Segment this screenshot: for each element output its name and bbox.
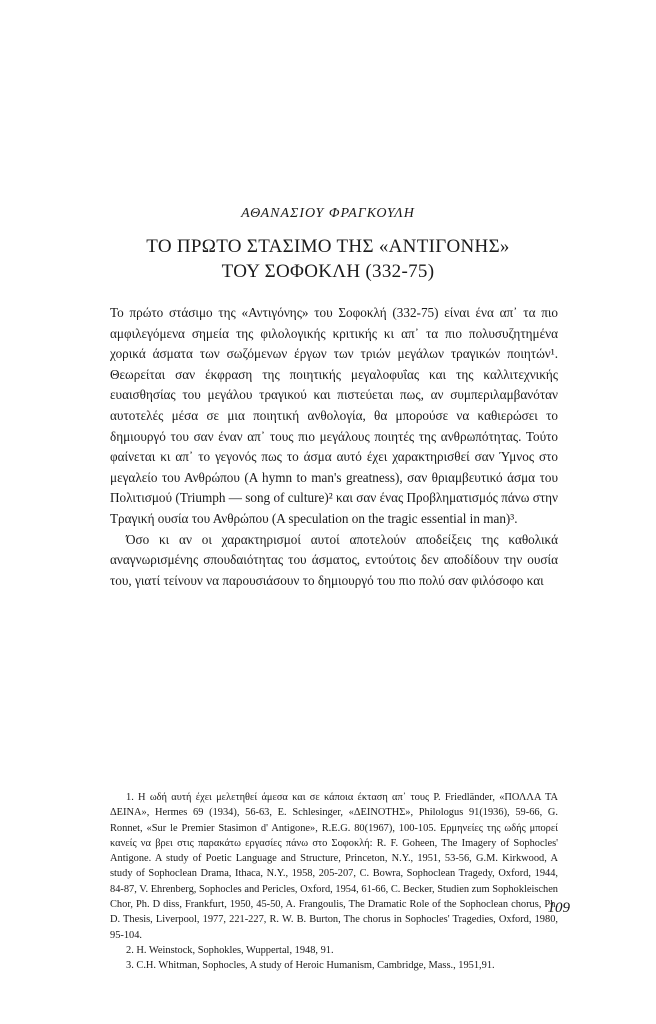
- body-text: [110, 303, 558, 591]
- footnotes: [110, 790, 558, 974]
- page-number: 109: [547, 900, 570, 916]
- footnote-2: 2. H. Weinstock, Sophokles, Wuppertal, 1948, 91.: [126, 944, 334, 956]
- article-title: [0, 234, 656, 284]
- author-name: ΑΘΑΝΑΣΙΟΥ ΦΡΑΓΚΟΥΛΗ: [241, 206, 415, 221]
- title-line-2: ΤΟΥ ΣΟΦΟΚΛΗ (332-75): [221, 261, 435, 282]
- footnote-1: 1. Η ωδή αυτή έχει μελετηθεί άμεσα και σε κάποια έκταση απ᾿ τους P. Friedländer, «ΠΟΛΛΑ ΤΑ ΔΕΙΝΑ», Hermes 69 (1934), 56-63, E. Schlesinger, «ΔΕΙΝΟΤΗΣ», Philologus 91(1936), 59-66, G. Ronnet, «Sur le Premier Stasimon d' Antigone», R.E.G. 80(1967), 100-105. Ερμηνείες της ωδής μπορεί κανείς να βρει στις παρακάτω εργασίες πάνω στο Σοφοκλή: R. F. Goheen, The Imagery of Sophocles' Antigone. A study of Poetic Language and Structure, Princeton, N.Y., 1951, 53-56, G.M. Kirkwood, A study of Sophoclean Drama, Ithaca, N.Y., 1958, 205-207, C. Bowra, Sophoclean Tragedy, Oxford, 1944, 84-87, V. Ehrenberg, Sophocles and Pericles, Oxford, 1954, 61-66, C. Becker, Studien zum Sophokleischen Chor, Ph. D diss, Frankfurt, 1950, 45-50, A. Frangoulis, The Dramatic Role of the Sophoclean chorus, Ph. D. Thesis, Liverpool, 1977, 221-227, R. W. B. Burton, The chorus in Sophocles' Tragedies, Oxford, 1980, 95-104.: [110, 792, 558, 941]
- body-paragraph-2: Όσο κι αν οι χαρακτηρισμοί αυτοί αποτελούν αποδείξεις της καθολικά αναγνωρισμένης σπουδαιότητας του άσματος, εντούτοις δεν αποδίδουν την ουσία του, γιατί τείνουν να παρουσιάσουν το δημιουργό του πιο πολύ σαν φιλόσοφο και: [110, 531, 558, 588]
- body-paragraph-1: Το πρώτο στάσιμο της «Αντιγόνης» του Σοφοκλή (332-75) είναι ένα απ᾿ τα πιο αμφιλεγόμενα σημεία της φιλολογικής κριτικής κι απ᾿ τα πιο πολυσυζητημένα χορικά άσματα των σωζόμενων έργων των τριών μεγάλων τραγικών ποιητών¹. Θεωρείται σαν έκφραση της ποιητικής μεγαλοφυΐας και της καλλιτεχνικής ευαισθησίας του μεγάλου τραγικού και πιστεύεται πως, αν συμπεριλαμβανόταν αυτοτελές μέσα σε μια ποιητική ανθολογία, θα μπορούσε να καθιερώσει το δημιουργό του σαν έναν απ᾿ τους πιο μεγάλους ποιητές της ανθρωπότητας. Τούτο φαίνεται κι απ᾿ το γεγονός πως το άσμα αυτό έχει χαρακτηρισθεί σαν Ύμνος στο μεγαλείο του Ανθρώπου (A hymn to man's greatness), σαν θριαμβευτικό άσμα του Πολιτισμού (Triumph — song of culture)² και σαν ένας Προβληματισμός πάνω στην Τραγική ουσία του Ανθρώπου (A speculation on the tragic essential in man)³.: [110, 305, 558, 526]
- footnote-3: 3. C.H. Whitman, Sophocles, A study of Heroic Humanism, Cambridge, Mass., 1951,91.: [126, 960, 495, 972]
- title-line-1: ΤΟ ΠΡΩΤΟ ΣΤΑΣΙΜΟ ΤΗΣ «ΑΝΤΙΓΟΝΗΣ»: [146, 236, 510, 257]
